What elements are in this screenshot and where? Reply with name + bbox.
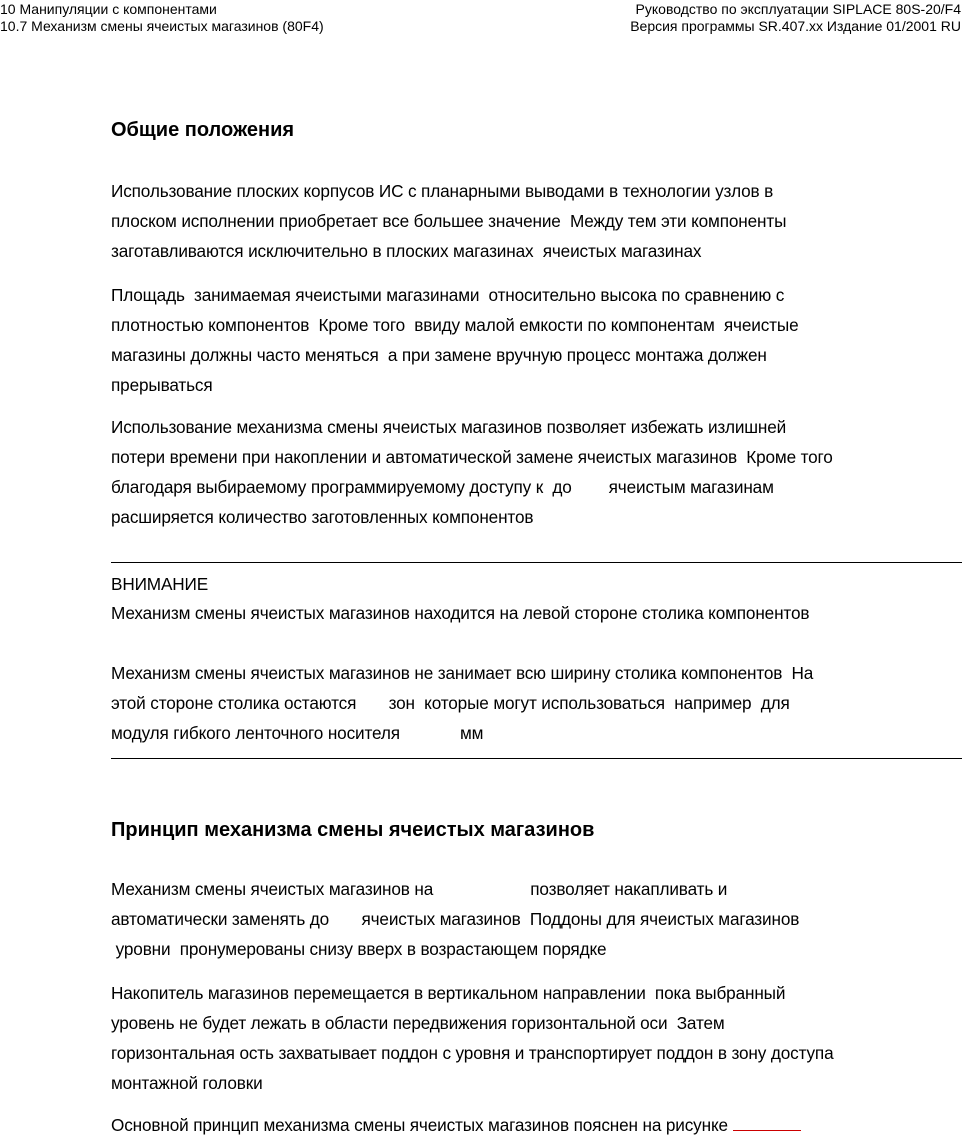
general-p1-line: Использование плоских корпусов ИС с планарными выводами в технологии узлов в xyxy=(111,181,774,201)
notice-p2-line: этой стороне столика остаются зон которые могут использоваться например для xyxy=(111,693,790,713)
notice-top-rule xyxy=(111,562,962,563)
general-p3-line: потери времени при накоплении и автоматической замене ячеистых магазинов Кроме того xyxy=(111,447,833,467)
general-p2-line: Площадь занимаемая ячеистыми магазинами относительно высока по сравнению с xyxy=(111,285,785,305)
general-p3-line: благодаря выбираемому программируемому доступу к до ячеистым магазинам xyxy=(111,477,774,497)
principle-p2-line: горизонтальная ость захватывает поддон с уровня и транспортирует поддон в зону доступа xyxy=(111,1043,834,1063)
principle-p1-line: автоматически заменять до ячеистых магазинов Поддоны для ячеистых магазинов xyxy=(111,909,800,929)
principle-p3-text: Основной принцип механизма смены ячеистых магазинов пояснен на рисунке xyxy=(111,1115,733,1135)
general-p2-line: плотностью компонентов Кроме того ввиду малой емкости по компонентам ячеистые xyxy=(111,315,799,335)
general-p1-line: заготавливаются исключительно в плоских магазинах ячеистых магазинах xyxy=(111,241,702,261)
heading-general: Общие положения xyxy=(111,119,295,141)
header-manual: Руководство по эксплуатации SIPLACE 80S-20/F4 xyxy=(635,1,961,17)
header-version: Версия программы SR.407.xx Издание 01/2001 RU xyxy=(630,18,961,34)
general-p2-line: прерываться xyxy=(111,375,213,395)
general-p3-line: Использование механизма смены ячеистых магазинов позволяет избежать излишней xyxy=(111,417,787,437)
principle-p1-line: Механизм смены ячеистых магазинов на позволяет накапливать и xyxy=(111,879,728,899)
notice-bottom-rule xyxy=(111,758,962,759)
principle-p3-line xyxy=(111,1114,801,1136)
heading-principle: Принцип механизма смены ячеистых магазинов xyxy=(111,819,595,841)
principle-p2-line: Накопитель магазинов перемещается в вертикальном направлении пока выбранный xyxy=(111,983,786,1003)
general-p2-line: магазины должны часто меняться а при замене вручную процесс монтажа должен xyxy=(111,345,767,365)
notice-p1-line: Механизм смены ячеистых магазинов находится на левой стороне столика компонентов xyxy=(111,603,810,623)
header-section: 10.7 Механизм смены ячеистых магазинов (80F4) xyxy=(0,18,324,34)
header-chapter: 10 Манипуляции с компонентами xyxy=(0,1,217,17)
notice-p2-line: Механизм смены ячеистых магазинов не занимает всю ширину столика компонентов На xyxy=(111,663,814,683)
general-p3-line: расширяется количество заготовленных компонентов xyxy=(111,507,534,527)
general-p1-line: плоском исполнении приобретает все большее значение Между тем эти компоненты xyxy=(111,211,787,231)
principle-p2-line: уровень не будет лежать в области передвижения горизонтальной оси Затем xyxy=(111,1013,725,1033)
principle-p2-line: монтажной головки xyxy=(111,1073,263,1093)
notice-p2-line: модуля гибкого ленточного носителя мм xyxy=(111,723,484,743)
figure-reference-link[interactable] xyxy=(733,1116,801,1131)
notice-title: ВНИМАНИЕ xyxy=(111,574,209,594)
principle-p1-line: уровни пронумерованы снизу вверх в возрастающем порядке xyxy=(111,939,607,959)
